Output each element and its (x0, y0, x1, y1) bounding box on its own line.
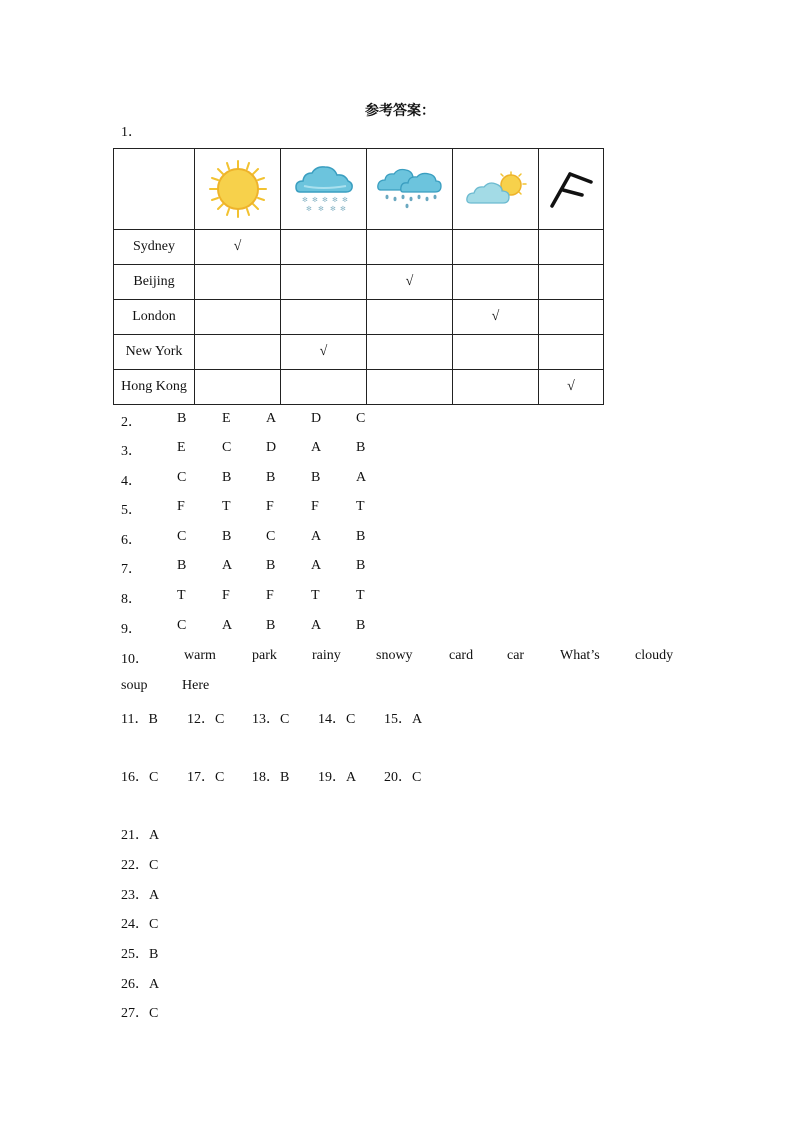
answer-item: B (222, 470, 232, 485)
answer-number: 10． (121, 652, 149, 667)
answer-item: E (177, 440, 186, 455)
svg-text:✻: ✻ (339, 205, 346, 213)
answer-number: 6． (121, 533, 142, 548)
answer-item: B (177, 411, 187, 426)
answer-number: 7． (121, 562, 142, 577)
answer-item: B (266, 470, 276, 485)
answer-item: A (266, 411, 277, 426)
answer-item: B (177, 558, 187, 573)
sunny-icon (208, 159, 268, 219)
mark-cell (195, 335, 281, 370)
answer-item: C (266, 529, 276, 544)
answer-item: A (222, 558, 233, 573)
answer-number: 3． (121, 444, 142, 459)
answer-item: B (266, 618, 276, 633)
mark-cell (453, 230, 539, 265)
svg-text:✻: ✻ (311, 196, 318, 204)
mark-cell (539, 230, 604, 265)
table-row (114, 230, 604, 265)
mark-cell: √ (453, 300, 539, 335)
snowy-cloud-icon (294, 164, 354, 214)
answer-item: B (222, 529, 232, 544)
mark-cell (281, 300, 367, 335)
answer-item: F (266, 588, 274, 603)
mark-cell (195, 370, 281, 405)
mc-answer: 19．A (318, 770, 357, 785)
answer-item: B (356, 529, 366, 544)
svg-text:✻: ✻ (321, 196, 328, 204)
answer-item: A (222, 618, 233, 633)
answer-number: 5． (121, 503, 142, 518)
mc-answer: 18．B (252, 770, 290, 785)
svg-text:✻: ✻ (301, 196, 308, 204)
word-item: warm (184, 648, 216, 663)
mark-cell (281, 230, 367, 265)
answer-text: 27．C (121, 1006, 159, 1021)
mark-cell (367, 370, 453, 405)
table-row (114, 300, 604, 335)
mark-cell: √ (281, 335, 367, 370)
mc-answer: 16．C (121, 770, 159, 785)
mc-answer: 20．C (384, 770, 422, 785)
answer-item: C (177, 470, 187, 485)
city-cell: London (114, 300, 195, 335)
header-cell-partly-cloudy (453, 149, 539, 230)
word-item: park (252, 648, 277, 663)
word-item: car (507, 648, 525, 663)
answer-item: B (356, 558, 366, 573)
answer-text: 25．B (121, 947, 159, 962)
windy-flag-icon (546, 168, 596, 210)
mark-cell: √ (539, 370, 604, 405)
svg-text:✻: ✻ (317, 205, 324, 213)
answer-text: 23．A (121, 888, 160, 903)
answer-item: T (311, 588, 320, 603)
answer-item: D (266, 440, 277, 455)
svg-text:✻: ✻ (331, 196, 338, 204)
answer-item: C (222, 440, 232, 455)
answer-item: F (266, 499, 274, 514)
mark-cell (281, 370, 367, 405)
answer-item: C (177, 529, 187, 544)
mc-answer: 11．B (121, 712, 158, 727)
mark-cell (367, 335, 453, 370)
mark-cell: √ (367, 265, 453, 300)
city-cell: New York (114, 335, 195, 370)
answer-item: A (311, 529, 322, 544)
partly-cloudy-icon (465, 171, 527, 207)
answer-item: T (356, 499, 365, 514)
city-cell: Hong Kong (114, 370, 195, 405)
header-empty-cell (114, 149, 195, 230)
mark-cell (539, 300, 604, 335)
word-item: cloudy (635, 648, 674, 663)
mark-cell (367, 300, 453, 335)
mc-answer: 15．A (384, 712, 423, 727)
answer-text: 26．A (121, 977, 160, 992)
answer-item: B (356, 618, 366, 633)
answer-item: F (177, 499, 185, 514)
answer-item: T (356, 588, 365, 603)
answer-text: 22．C (121, 858, 159, 873)
answer-item: A (311, 618, 322, 633)
answer-number: 2． (121, 415, 142, 430)
word-item: soup (121, 678, 148, 693)
weather-table (113, 148, 604, 405)
mc-answer: 13．C (252, 712, 290, 727)
mark-cell (453, 265, 539, 300)
mark-cell (453, 335, 539, 370)
table-row (114, 370, 604, 405)
table-header-row (114, 149, 604, 230)
question-1-number: 1． (121, 125, 142, 140)
mark-cell (195, 300, 281, 335)
mark-cell (539, 265, 604, 300)
answer-item: A (356, 470, 367, 485)
answer-item: E (222, 411, 231, 426)
mark-cell: √ (195, 230, 281, 265)
svg-text:✻: ✻ (305, 205, 312, 213)
header-cell-sunny (195, 149, 281, 230)
header-cell-snowy (281, 149, 367, 230)
answer-number: 8． (121, 592, 142, 607)
answer-text: 21．A (121, 828, 160, 843)
answer-item: B (266, 558, 276, 573)
word-item: snowy (376, 648, 413, 663)
table-row (114, 265, 604, 300)
answer-item: C (177, 618, 187, 633)
page-title: 参考答案： (365, 104, 435, 119)
word-item: What’s (560, 648, 600, 663)
answer-item: B (311, 470, 321, 485)
answer-text: 24．C (121, 917, 159, 932)
answer-number: 9． (121, 622, 142, 637)
mc-answer: 14．C (318, 712, 356, 727)
mark-cell (195, 265, 281, 300)
word-item: Here (182, 678, 210, 693)
mc-answer: 12．C (187, 712, 225, 727)
mark-cell (539, 335, 604, 370)
svg-text:✻: ✻ (329, 205, 336, 213)
answer-number: 4． (121, 474, 142, 489)
answer-item: F (222, 588, 230, 603)
answer-item: C (356, 411, 366, 426)
header-cell-windy (539, 149, 604, 230)
answer-item: B (356, 440, 366, 455)
answer-item: T (177, 588, 186, 603)
mark-cell (367, 230, 453, 265)
svg-text:✻: ✻ (341, 196, 348, 204)
answer-item: A (311, 440, 322, 455)
mark-cell (281, 265, 367, 300)
header-cell-rainy (367, 149, 453, 230)
mark-cell (453, 370, 539, 405)
answer-item: A (311, 558, 322, 573)
rainy-cloud-icon (377, 168, 443, 210)
word-item: card (449, 648, 474, 663)
word-item: rainy (312, 648, 341, 663)
table-row (114, 335, 604, 370)
city-cell: Sydney (114, 230, 195, 265)
city-cell: Beijing (114, 265, 195, 300)
mc-answer: 17．C (187, 770, 225, 785)
answer-item: T (222, 499, 231, 514)
answer-item: D (311, 411, 322, 426)
answer-row-10 (121, 648, 701, 668)
answer-item: F (311, 499, 319, 514)
